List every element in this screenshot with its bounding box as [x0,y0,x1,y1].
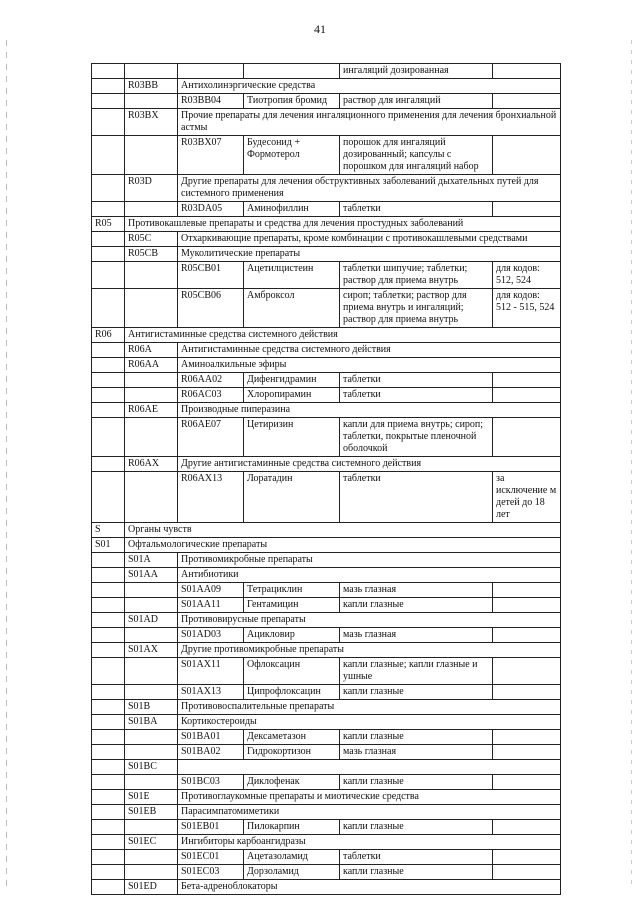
drug-name-cell: Хлоропирамин [244,388,340,403]
drug-name-cell: Лоратадин [244,472,340,523]
subgroup-name-cell: Противовирусные препараты [178,613,561,628]
note-cell [493,64,561,79]
note-cell [493,94,561,109]
drug-name-cell: Гидрокортизон [244,745,340,760]
table-row [92,262,561,289]
drug-name-cell: Ацикловир [244,628,340,643]
table-row [92,865,561,880]
subgroup-code-cell: S01AX [125,643,178,658]
dosage-form-cell: порошок для ингаляций дозированный; капсулы с порошком для ингаляций набор [340,136,493,175]
group-row [92,760,561,775]
empty-cell [92,358,125,373]
table-row [92,373,561,388]
subgroup-code-cell: S01AA [125,568,178,583]
subgroup-name-cell: Противоглаукомные препараты и миотические средства [178,790,561,805]
note-cell [493,730,561,745]
atc-code-cell: S01BA02 [178,745,244,760]
table-row [92,136,561,175]
drug-name-cell: Гентамицин [244,598,340,613]
empty-cell [92,700,125,715]
atc-code-cell: S01AA09 [178,583,244,598]
empty-cell [92,403,125,418]
empty-cell [92,202,125,217]
empty-cell [92,790,125,805]
group-name-cell: Противокашлевые препараты и средства для лечения простудных заболеваний [125,217,561,232]
subgroup-name-cell: Муколитические препараты [178,247,561,262]
drug-classification-table [91,63,561,895]
empty-cell [92,865,125,880]
empty-cell [92,136,125,175]
dosage-form-cell: капли глазные [340,598,493,613]
drug-name-cell: Аминофиллин [244,202,340,217]
drug-name-cell: Диклофенак [244,775,340,790]
drug-name-cell [244,64,340,79]
subgroup-code-cell [125,202,178,217]
table-row [92,775,561,790]
group-code-cell: S01 [92,538,125,553]
empty-cell [92,472,125,523]
group-row [92,523,561,538]
empty-cell [92,730,125,745]
subgroup-code-cell: R05C [125,232,178,247]
drug-name-cell: Будесонид + Формотерол [244,136,340,175]
drug-name-cell: Офлоксацин [244,658,340,685]
atc-code-cell: S01AA11 [178,598,244,613]
atc-code-cell: R05CB06 [178,289,244,328]
subgroup-name-cell [178,760,561,775]
empty-cell [92,715,125,730]
subgroup-code-cell: R03D [125,175,178,202]
subgroup-code-cell: R03BX [125,109,178,136]
empty-cell [92,418,125,457]
dosage-form-cell: таблетки шипучие; таблетки; раствор для приема внутрь [340,262,493,289]
group-row [92,343,561,358]
subgroup-code-cell: S01EB [125,805,178,820]
atc-code-cell: S01BA01 [178,730,244,745]
subgroup-code-cell [125,583,178,598]
subgroup-code-cell [125,628,178,643]
empty-cell [92,628,125,643]
subgroup-name-cell: Противомикробные препараты [178,553,561,568]
subgroup-code-cell [125,94,178,109]
atc-code-cell: S01BC03 [178,775,244,790]
empty-cell [92,658,125,685]
empty-cell [92,232,125,247]
group-row [92,790,561,805]
note-cell [493,202,561,217]
group-row [92,700,561,715]
group-row [92,643,561,658]
table-row [92,472,561,523]
dosage-form-cell: таблетки [340,373,493,388]
table-row [92,388,561,403]
empty-cell [92,643,125,658]
subgroup-code-cell: R06AE [125,403,178,418]
note-cell [493,583,561,598]
atc-code-cell: R06AC03 [178,388,244,403]
table-row [92,598,561,613]
empty-cell [92,835,125,850]
atc-code-cell: S01AD03 [178,628,244,643]
subgroup-name-cell: Парасимпатомиметики [178,805,561,820]
table-row [92,289,561,328]
group-row [92,403,561,418]
subgroup-name-cell: Прочие препараты для лечения ингаляционного применения для лечения бронхиальной астмы [178,109,561,136]
group-name-cell: Органы чувств [125,523,561,538]
subgroup-code-cell [125,865,178,880]
subgroup-name-cell: Другие антигистаминные средства системного действия [178,457,561,472]
subgroup-code-cell [125,598,178,613]
note-cell [493,418,561,457]
subgroup-code-cell: S01E [125,790,178,805]
dosage-form-cell: раствор для ингаляций [340,94,493,109]
group-row [92,805,561,820]
subgroup-name-cell: Другие препараты для лечения обструктивных заболеваний дыхательных путей для системного применения [178,175,561,202]
atc-code-cell: S01EC01 [178,850,244,865]
group-row [92,835,561,850]
note-cell [493,820,561,835]
subgroup-code-cell [125,289,178,328]
note-cell [493,373,561,388]
empty-cell [92,880,125,895]
atc-code-cell: S01EB01 [178,820,244,835]
subgroup-code-cell: R03BB [125,79,178,94]
table-row [92,820,561,835]
scan-edge-right [631,40,632,890]
atc-code-cell: R03DA05 [178,202,244,217]
drug-name-cell: Дексаметазон [244,730,340,745]
group-name-cell: Офтальмологические препараты [125,538,561,553]
drug-name-cell: Ципрофлоксацин [244,685,340,700]
table-body [92,64,561,895]
dosage-form-cell: капли глазные [340,820,493,835]
table-row [92,583,561,598]
empty-cell [92,64,125,79]
empty-cell [92,805,125,820]
group-code-cell: S [92,523,125,538]
subgroup-name-cell: Другие противомикробные препараты [178,643,561,658]
atc-code-cell: R06AE07 [178,418,244,457]
dosage-form-cell: капли для приема внутрь; сироп; таблетки, покрытые пленочной оболочкой [340,418,493,457]
subgroup-name-cell: Производные пиперазина [178,403,561,418]
empty-cell [92,247,125,262]
empty-cell [92,598,125,613]
dosage-form-cell: таблетки [340,202,493,217]
group-row [92,79,561,94]
subgroup-name-cell: Антигистаминные средства системного действия [178,343,561,358]
note-cell: за исключение м детей до 18 лет [493,472,561,523]
subgroup-code-cell: S01AD [125,613,178,628]
atc-code-cell [178,64,244,79]
subgroup-code-cell [125,685,178,700]
subgroup-code-cell [125,418,178,457]
empty-cell [92,79,125,94]
table-row [92,658,561,685]
empty-cell [92,388,125,403]
dosage-form-cell: капли глазные; капли глазные и ушные [340,658,493,685]
group-row [92,538,561,553]
empty-cell [92,289,125,328]
group-code-cell: R05 [92,217,125,232]
empty-cell [92,262,125,289]
group-row [92,109,561,136]
table-row [92,628,561,643]
note-cell [493,388,561,403]
atc-code-cell: S01EC03 [178,865,244,880]
group-row [92,358,561,373]
table-row [92,745,561,760]
group-code-cell: R06 [92,328,125,343]
subgroup-name-cell: Бета-адреноблокаторы [178,880,561,895]
subgroup-code-cell [125,820,178,835]
empty-cell [92,553,125,568]
empty-cell [92,745,125,760]
dosage-form-cell: капли глазные [340,730,493,745]
dosage-form-cell: таблетки [340,472,493,523]
group-row [92,232,561,247]
note-cell [493,136,561,175]
note-cell [493,598,561,613]
group-row [92,613,561,628]
table-row [92,202,561,217]
page-number: 41 [314,22,326,36]
subgroup-name-cell: Ингибиторы карбоангидразы [178,835,561,850]
empty-cell [92,343,125,358]
subgroup-name-cell: Антихолинэргические средства [178,79,561,94]
empty-cell [92,760,125,775]
empty-cell [92,685,125,700]
subgroup-code-cell: S01BC [125,760,178,775]
table-row [92,685,561,700]
subgroup-code-cell [125,262,178,289]
subgroup-code-cell: R06A [125,343,178,358]
drug-name-cell: Дорзоламид [244,865,340,880]
dosage-form-cell: мазь глазная [340,628,493,643]
subgroup-code-cell: R05CB [125,247,178,262]
drug-name-cell: Пилокарпин [244,820,340,835]
note-cell [493,685,561,700]
drug-name-cell: Ацетазоламид [244,850,340,865]
empty-cell [92,613,125,628]
subgroup-code-cell [125,472,178,523]
atc-code-cell: S01AX11 [178,658,244,685]
table-row [92,64,561,79]
dosage-form-cell: капли глазные [340,775,493,790]
dosage-form-cell: ингаляций дозированная [340,64,493,79]
dosage-form-cell: капли глазные [340,685,493,700]
subgroup-code-cell [125,373,178,388]
drug-name-cell: Ацетилцистеин [244,262,340,289]
note-cell [493,775,561,790]
dosage-form-cell: сироп; таблетки; раствор для приема внутрь и ингаляций; раствор для приема внутрь [340,289,493,328]
group-row [92,715,561,730]
subgroup-code-cell: R06AX [125,457,178,472]
subgroup-code-cell: S01EC [125,835,178,850]
atc-code-cell: R03BX07 [178,136,244,175]
drug-name-cell: Цетиризин [244,418,340,457]
note-cell [493,628,561,643]
atc-code-cell: R05CB01 [178,262,244,289]
group-row [92,553,561,568]
subgroup-code-cell [125,745,178,760]
table-row [92,730,561,745]
empty-cell [92,109,125,136]
subgroup-code-cell: S01BA [125,715,178,730]
atc-code-cell: R03BB04 [178,94,244,109]
empty-cell [92,457,125,472]
subgroup-name-cell: Кортикостероиды [178,715,561,730]
note-cell: для кодов: 512, 524 [493,262,561,289]
empty-cell [92,568,125,583]
subgroup-name-cell: Противовоспалительные препараты [178,700,561,715]
group-row [92,175,561,202]
group-row [92,247,561,262]
dosage-form-cell: капли глазные [340,865,493,880]
atc-code-cell: R06AX13 [178,472,244,523]
subgroup-code-cell [125,775,178,790]
scan-edge-left [6,40,7,890]
group-row [92,568,561,583]
group-name-cell: Антигистаминные средства системного действия [125,328,561,343]
group-row [92,328,561,343]
dosage-form-cell: таблетки [340,850,493,865]
table-row [92,418,561,457]
empty-cell [92,94,125,109]
drug-name-cell: Амброксол [244,289,340,328]
subgroup-name-cell: Отхаркивающие препараты, кроме комбинации с противокашлевыми средствами [178,232,561,247]
note-cell: для кодов: 512 - 515, 524 [493,289,561,328]
group-row [92,880,561,895]
dosage-form-cell: таблетки [340,388,493,403]
subgroup-code-cell [125,388,178,403]
empty-cell [92,820,125,835]
empty-cell [92,373,125,388]
table-row [92,850,561,865]
subgroup-code-cell [125,850,178,865]
group-row [92,217,561,232]
subgroup-code-cell [125,730,178,745]
drug-name-cell: Дифенгидрамин [244,373,340,388]
subgroup-name-cell: Аминоалкильные эфиры [178,358,561,373]
atc-code-cell: S01AX13 [178,685,244,700]
subgroup-code-cell [125,136,178,175]
table-row [92,94,561,109]
subgroup-code-cell [125,658,178,685]
empty-cell [92,175,125,202]
subgroup-code-cell: S01B [125,700,178,715]
group-row [92,457,561,472]
subgroup-code-cell: S01ED [125,880,178,895]
note-cell [493,745,561,760]
subgroup-code-cell [125,64,178,79]
note-cell [493,658,561,685]
drug-name-cell: Тиотропия бромид [244,94,340,109]
empty-cell [92,775,125,790]
dosage-form-cell: мазь глазная [340,583,493,598]
subgroup-code-cell: R06AA [125,358,178,373]
note-cell [493,865,561,880]
subgroup-name-cell: Антибиотики [178,568,561,583]
empty-cell [92,583,125,598]
empty-cell [92,850,125,865]
subgroup-code-cell: S01A [125,553,178,568]
atc-code-cell: R06AA02 [178,373,244,388]
dosage-form-cell: мазь глазная [340,745,493,760]
drug-name-cell: Тетрациклин [244,583,340,598]
note-cell [493,850,561,865]
